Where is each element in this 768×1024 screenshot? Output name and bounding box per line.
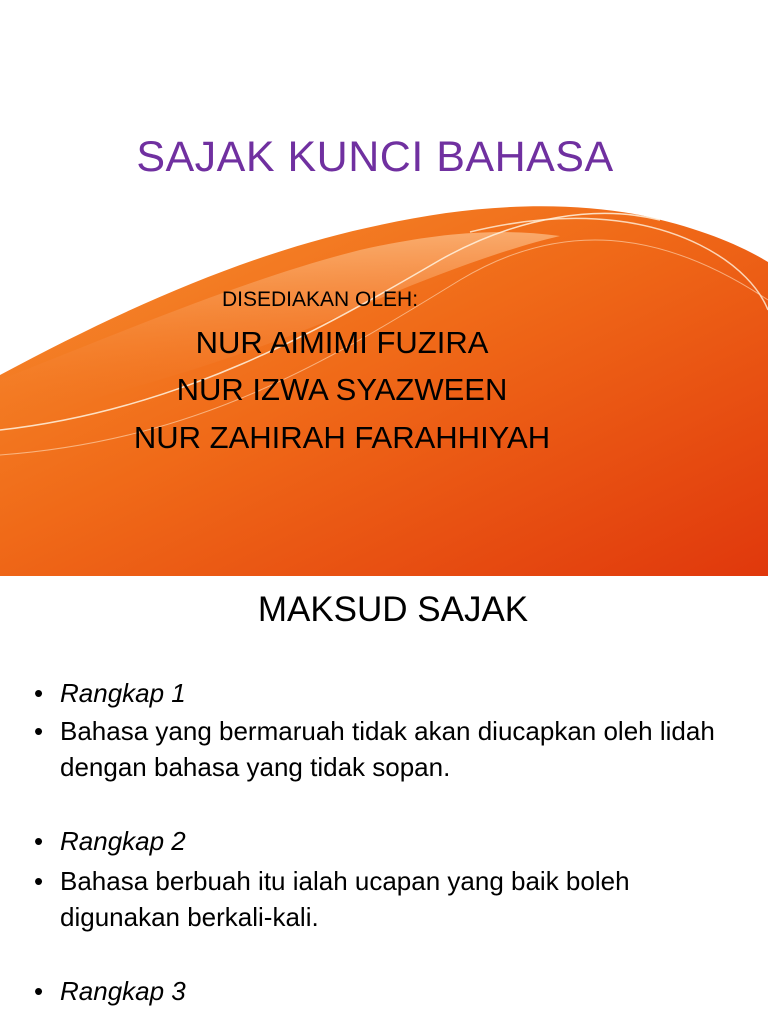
bullet-dot: • xyxy=(34,976,44,1006)
bullet-dot: • xyxy=(34,866,44,896)
meaning-slide xyxy=(0,576,768,1024)
list-item: Bahasa berbuah itu ialah ucapan yang baik boleh digunakan berkali-kali. xyxy=(60,866,630,932)
slide-heading: MAKSUD SAJAK xyxy=(257,590,529,629)
list-item: Rangkap 2 xyxy=(60,826,186,856)
slide-title: SAJAK KUNCI BAHASA xyxy=(136,133,614,181)
list-item: Rangkap 1 xyxy=(60,678,186,708)
bullet-dot: • xyxy=(34,678,44,708)
bullet-dot: • xyxy=(34,826,44,856)
prepared-by-label: DISEDIAKAN OLEH: xyxy=(222,288,419,311)
author-name-2: NUR IZWA SYAZWEEN xyxy=(176,372,508,407)
author-name-3: NUR ZAHIRAH FARAHHIYAH xyxy=(133,420,551,455)
bullet-dot: • xyxy=(34,716,44,746)
list-item: Rangkap 3 xyxy=(60,976,186,1006)
list-item: Bahasa yang bermaruah tidak akan diucapkan oleh lidah dengan bahasa yang tidak sopan. xyxy=(60,716,715,782)
author-name-1: NUR AIMIMI FUZIRA xyxy=(195,325,489,360)
